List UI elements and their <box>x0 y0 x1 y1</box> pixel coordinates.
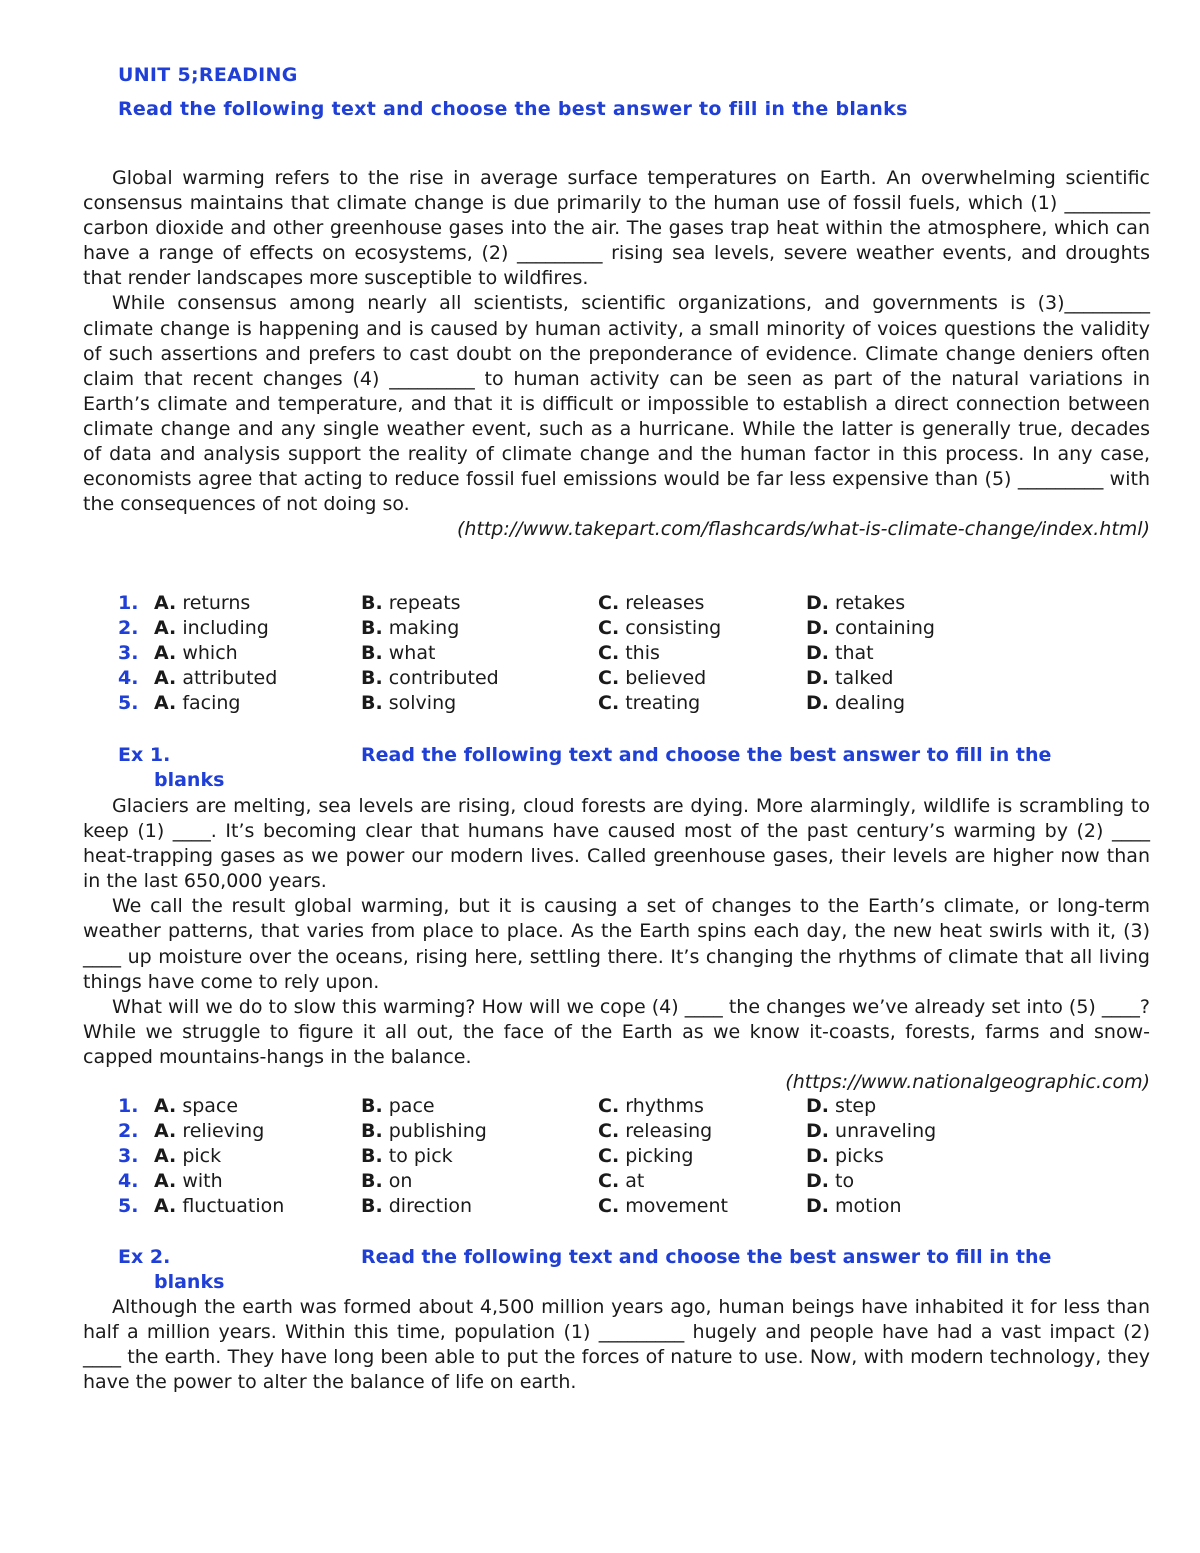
exercise-1-paragraph-1: Glaciers are melting, sea levels are rising, cloud forests are dying. More alarmingly, wildlife is scrambling to keep (1) ____. It’s becoming clear that humans have caused most of the past century’s warming by (2) ____ heat-trapping gases as we power our modern lives. Called greenhouse gases, their levels are higher now than in the last 650,000 years. <box>83 795 1150 893</box>
question-row <box>118 666 1148 691</box>
option-a[interactable]: A. pick <box>154 1145 222 1168</box>
exercise-1-label: Ex 1. <box>118 744 171 766</box>
question-row <box>118 1144 1148 1169</box>
option-d[interactable]: D. that <box>806 642 874 665</box>
option-b[interactable]: B. contributed <box>361 667 499 690</box>
option-a[interactable]: A. including <box>154 617 269 640</box>
passage-1-paragraph-1: Global warming refers to the rise in average surface temperatures on Earth. An overwhelming scientific consensus maintains that climate change is due primarily to the human use of fossil fuels, which (1) _________ carbon dioxide and other greenhouse gases into the air. The gases trap heat within the atmosphere, which can have a range of effects on ecosystems, (2) _________ rising sea levels, severe weather events, and droughts that render landscapes more susceptible to wildfires. <box>83 167 1150 290</box>
option-b[interactable]: B. publishing <box>361 1120 487 1143</box>
option-d[interactable]: D. picks <box>806 1145 884 1168</box>
exercise-2-instruction-cont: blanks <box>154 1271 225 1293</box>
question-row <box>118 616 1148 641</box>
option-d[interactable]: D. talked <box>806 667 894 690</box>
question-number: 4. <box>118 1170 139 1193</box>
option-d[interactable]: D. dealing <box>806 692 906 715</box>
unit-title: UNIT 5;READING <box>118 64 298 86</box>
main-instruction: Read the following text and choose the best answer to fill in the blanks <box>118 98 908 120</box>
option-a[interactable]: A. space <box>154 1095 239 1117</box>
option-a[interactable]: A. returns <box>154 592 251 614</box>
option-b[interactable]: B. making <box>361 617 460 640</box>
question-row <box>118 1094 1148 1119</box>
passage-1-options <box>118 591 1148 716</box>
option-d[interactable]: D. unraveling <box>806 1120 937 1143</box>
question-number: 4. <box>118 667 139 690</box>
option-d[interactable]: D. containing <box>806 617 935 640</box>
option-b[interactable]: B. to pick <box>361 1145 453 1168</box>
option-b[interactable]: B. repeats <box>361 592 461 614</box>
exercise-2-label: Ex 2. <box>118 1246 171 1268</box>
passage-1-source: (http://www.takepart.com/flashcards/what-is-climate-change/index.html) <box>456 518 1150 541</box>
question-number: 2. <box>118 1120 139 1143</box>
question-number: 3. <box>118 1145 139 1168</box>
option-c[interactable]: C. at <box>598 1170 645 1193</box>
passage-1-paragraph-2: While consensus among nearly all scientists, scientific organizations, and governments is (3)_________ climate change is happening and is caused by human activity, a small minority of voices questions the validity of such assertions and prefers to cast doubt on the preponderance of evidence. Climate change deniers often claim that recent changes (4) _________ to human activity can be seen as part of the natural variations in Earth’s climate and temperature, and that it is difficult or impossible to establish a direct connection between climate change and any single weather event, such as a hurricane. While the latter is generally true, decades of data and analysis support the reality of climate change and the human factor in this process. In any case, economists agree that acting to reduce fossil fuel emissions would be far less expensive than (5) _________ with the consequences of not doing so. <box>83 292 1150 516</box>
option-b[interactable]: B. direction <box>361 1195 473 1218</box>
question-number: 1. <box>118 1095 139 1117</box>
question-number: 5. <box>118 1195 139 1218</box>
exercise-2-paragraph-1: Although the earth was formed about 4,500 million years ago, human beings have inhabited it for less than half a million years. Within this time, population (1) _________ hugely and people have had a vast impact (2) ____ the earth. They have long been able to put the forces of nature to use. Now, with modern technology, they have the power to alter the balance of life on earth. <box>83 1296 1150 1394</box>
option-a[interactable]: A. with <box>154 1170 223 1193</box>
option-d[interactable]: D. motion <box>806 1195 902 1218</box>
question-number: 3. <box>118 642 139 665</box>
option-b[interactable]: B. pace <box>361 1095 435 1117</box>
option-c[interactable]: C. releases <box>598 592 705 614</box>
exercise-2-instruction: Read the following text and choose the best answer to fill in the <box>361 1246 1052 1268</box>
option-d[interactable]: D. step <box>806 1095 877 1117</box>
exercise-1-options <box>118 1094 1148 1219</box>
option-a[interactable]: A. relieving <box>154 1120 265 1143</box>
exercise-1-passage <box>83 794 1150 1095</box>
exercise-1-instruction: Read the following text and choose the best answer to fill in the <box>361 744 1052 766</box>
question-row <box>118 691 1148 716</box>
exercise-2-passage <box>83 1295 1150 1395</box>
option-c[interactable]: C. consisting <box>598 617 722 640</box>
exercise-1-paragraph-2: We call the result global warming, but it is causing a set of changes to the Earth’s climate, or long-term weather patterns, that varies from place to place. As the Earth spins each day, the new heat swirls with it, (3) ____ up moisture over the oceans, rising here, settling there. It’s changing the rhythms of climate that all living things have come to rely upon. <box>83 895 1150 993</box>
option-b[interactable]: B. on <box>361 1170 413 1193</box>
option-c[interactable]: C. treating <box>598 692 701 715</box>
question-row <box>118 1169 1148 1194</box>
exercise-1-instruction-cont: blanks <box>154 769 225 791</box>
option-d[interactable]: D. to <box>806 1170 855 1193</box>
question-row <box>118 1194 1148 1219</box>
question-number: 1. <box>118 592 139 614</box>
exercise-1-source: (https://www.nationalgeographic.com) <box>785 1071 1150 1094</box>
option-a[interactable]: A. attributed <box>154 667 278 690</box>
option-c[interactable]: C. rhythms <box>598 1095 704 1117</box>
option-a[interactable]: A. which <box>154 642 238 665</box>
option-c[interactable]: C. this <box>598 642 660 665</box>
option-a[interactable]: A. facing <box>154 692 241 715</box>
exercise-1-paragraph-3: What will we do to slow this warming? How will we cope (4) ____ the changes we’ve already set into (5) ____? While we struggle to figure it all out, the face of the Earth as we know it-coasts, forests, farms and snow-capped mountains-hangs in the balance. <box>83 995 1150 1068</box>
option-c[interactable]: C. picking <box>598 1145 694 1168</box>
passage-1 <box>83 166 1150 542</box>
option-a[interactable]: A. fluctuation <box>154 1195 285 1218</box>
option-b[interactable]: B. solving <box>361 692 457 715</box>
option-c[interactable]: C. believed <box>598 667 707 690</box>
question-row <box>118 1119 1148 1144</box>
option-c[interactable]: C. movement <box>598 1195 728 1218</box>
question-number: 5. <box>118 692 139 715</box>
option-d[interactable]: D. retakes <box>806 592 906 614</box>
question-row <box>118 641 1148 666</box>
question-row <box>118 591 1148 616</box>
question-number: 2. <box>118 617 139 640</box>
option-b[interactable]: B. what <box>361 642 436 665</box>
option-c[interactable]: C. releasing <box>598 1120 713 1143</box>
